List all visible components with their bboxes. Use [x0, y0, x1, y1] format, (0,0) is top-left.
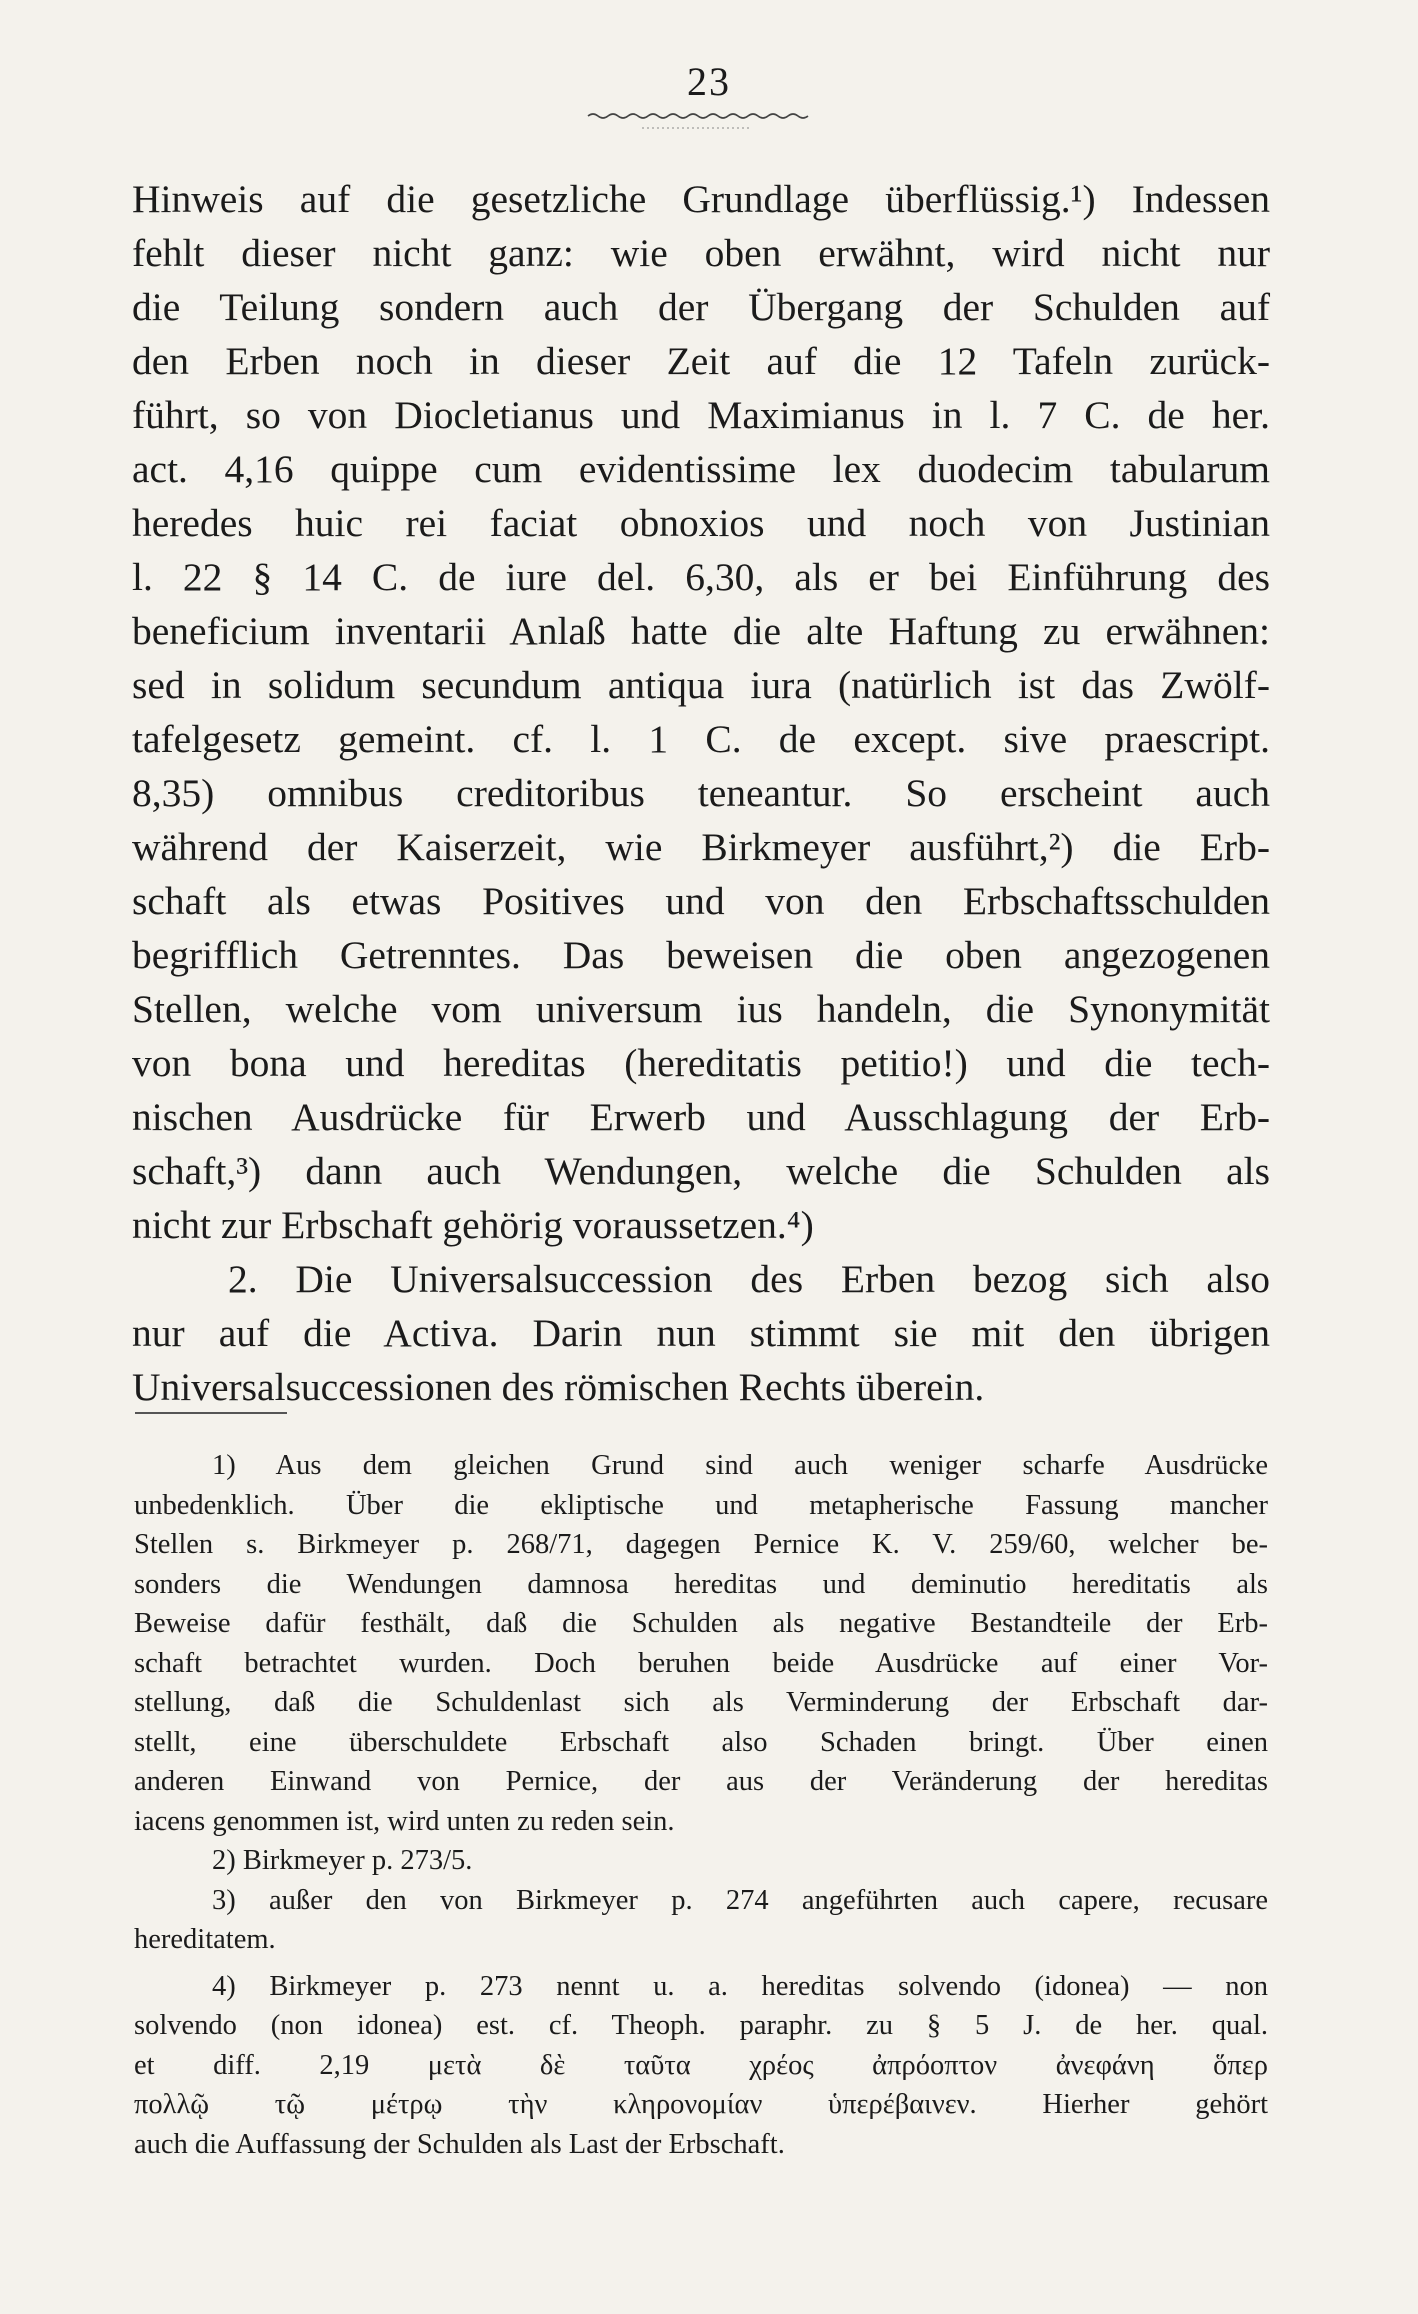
footnote-line: solvendo (non idonea) est. cf. Theoph. paraphr. zu § 5 J. de her. qual.: [134, 2010, 1268, 2041]
text-line: l. 22 § 14 C. de iure del. 6,30, als er bei Einführung des: [132, 555, 1270, 599]
text-line: 8,35) omnibus creditoribus teneantur. So erscheint auch: [132, 771, 1270, 815]
footnote-line: Beweise dafür festhält, daß die Schulden als negative Bestandteile der Erb-: [134, 1608, 1268, 1639]
footnote-rule: [135, 1412, 287, 1414]
footnote-line: hereditatem.: [134, 1924, 276, 1955]
text-line: die Teilung sondern auch der Übergang der Schulden auf: [132, 285, 1270, 329]
text-line: den Erben noch in dieser Zeit auf die 12 Tafeln zurück-: [132, 339, 1270, 383]
text-line: act. 4,16 quippe cum evidentissime lex duodecim tabularum: [132, 447, 1270, 491]
text-line: beneficium inventarii Anlaß hatte die alte Haftung zu erwähnen:: [132, 609, 1270, 653]
footnote-line: anderen Einwand von Pernice, der aus der Veränderung der hereditas: [134, 1766, 1268, 1797]
text-line: nicht zur Erbschaft gehörig voraussetzen.⁴): [132, 1203, 814, 1247]
text-line: schaft,³) dann auch Wendungen, welche die Schulden als: [132, 1149, 1270, 1193]
footnote-line: stellt, eine überschuldete Erbschaft also Schaden bringt. Über einen: [134, 1726, 1268, 1758]
footnote-line: 2) Birkmeyer p. 273/5.: [212, 1845, 473, 1876]
footnote-line: iacens genommen ist, wird unten zu reden sein.: [134, 1805, 675, 1837]
footnote-line: 1) Aus dem gleichen Grund sind auch weniger scharfe Ausdrücke: [212, 1450, 1268, 1481]
footnote-line: sonders die Wendungen damnosa hereditas und deminutio hereditatis als: [134, 1568, 1268, 1600]
footnote-line: et diff. 2,19 μετὰ δὲ ταῦτα χρέος ἀπρόοπτον ἀνεφάνη ὅπερ: [134, 2049, 1268, 2081]
text-line: führt, so von Diocletianus und Maximianus in l. 7 C. de her.: [132, 393, 1270, 437]
footnote-line: stellung, daß die Schuldenlast sich als Verminderung der Erbschaft dar-: [134, 1687, 1268, 1718]
text-line: 2. Die Universalsuccession des Erben bezog sich also: [228, 1257, 1270, 1301]
text-line: fehlt dieser nicht ganz: wie oben erwähnt, wird nicht nur: [132, 231, 1270, 275]
footnote-line: schaft betrachtet wurden. Doch beruhen beide Ausdrücke auf einer Vor-: [134, 1647, 1268, 1679]
footnote-line: 4) Birkmeyer p. 273 nennt u. a. hereditas solvendo (idonea) — non: [212, 1970, 1268, 2002]
footnote-line: πολλῷ τῷ μέτρῳ τὴν κληρονομίαν ὑπερέβαινεν. Hierher gehört: [134, 2089, 1268, 2120]
text-line: nur auf die Activa. Darin nun stimmt sie mit den übrigen: [132, 1311, 1270, 1355]
footnote-line: Stellen s. Birkmeyer p. 268/71, dagegen Pernice K. V. 259/60, welcher be-: [134, 1529, 1268, 1560]
footnote-line: unbedenklich. Über die ekliptische und metapherische Fassung mancher: [134, 1489, 1268, 1521]
page-number: 23: [687, 59, 731, 104]
text-line: tafelgesetz gemeint. cf. l. 1 C. de except. sive praescript.: [132, 717, 1270, 761]
text-line: nischen Ausdrücke für Erwerb und Ausschlagung der Erb-: [132, 1095, 1270, 1139]
text-line: sed in solidum secundum antiqua iura (natürlich ist das Zwölf-: [132, 663, 1270, 707]
footnote-line: 3) außer den von Birkmeyer p. 274 angeführten auch capere, recusare: [212, 1884, 1268, 1916]
header-ornament: [582, 106, 812, 136]
text-line: von bona und hereditas (hereditatis petitio!) und die tech-: [132, 1041, 1270, 1085]
main-text: [132, 172, 1270, 1414]
footnotes: [134, 1446, 1268, 2164]
text-line: heredes huic rei faciat obnoxios und noch von Justinian: [132, 501, 1270, 545]
text-line: Stellen, welche vom universum ius handeln, die Synonymität: [132, 987, 1270, 1031]
text-line: während der Kaiserzeit, wie Birkmeyer ausführt,²) die Erb-: [132, 825, 1270, 869]
footnote-line: auch die Auffassung der Schulden als Last der Erbschaft.: [134, 2128, 785, 2160]
text-line: Hinweis auf die gesetzliche Grundlage überflüssig.¹) Indessen: [132, 177, 1270, 221]
text-line: begrifflich Getrenntes. Das beweisen die oben angezogenen: [132, 933, 1270, 977]
text-line: Universalsuccessionen des römischen Rechts überein.: [132, 1365, 985, 1409]
text-line: schaft als etwas Positives und von den Erbschaftsschulden: [132, 879, 1270, 923]
